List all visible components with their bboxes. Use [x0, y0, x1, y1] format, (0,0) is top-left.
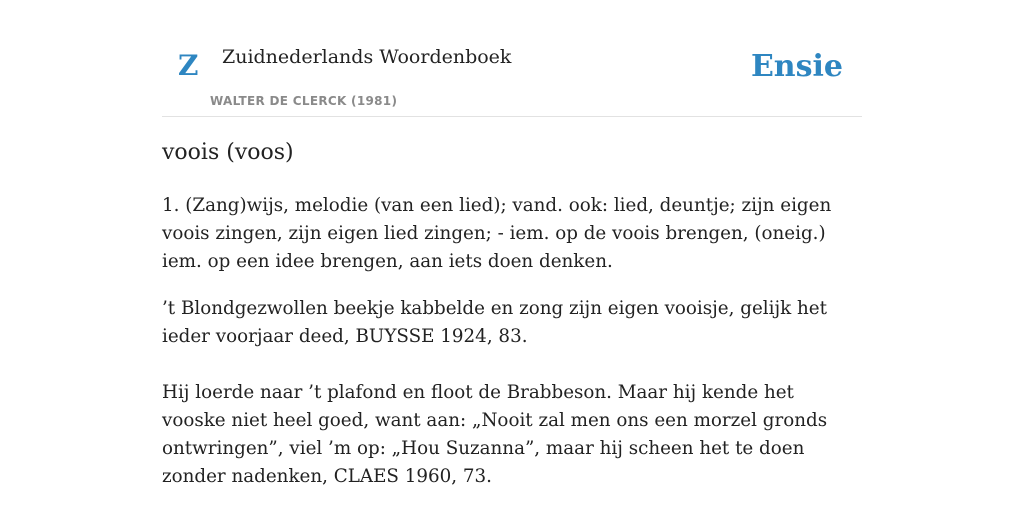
dictionary-author: WALTER DE CLERCK (1981) — [210, 94, 398, 108]
entry-quote: Hij loerde naar ’t plafond en floot de Brabbeson. Maar hij kende het vooske niet heel goed, want aan: „Nooit zal men ons een morzel gronds ontwringen”, viel ’m op: „Hou Suzanna”, maar hij scheen het te doen zonder nadenken, CLAES 1960, 73. — [162, 382, 828, 487]
entry-definition: 1. (Zang)wijs, melodie (van een lied); vand. ook: lied, deuntje; zijn eigen voois zingen, zijn eigen lied zingen; - iem. op de voois brengen, (oneig.) iem. op een idee brengen, aan iets doen denken. — [162, 195, 832, 272]
dictionary-logo-letter[interactable]: Z — [178, 49, 199, 82]
page-content — [162, 0, 862, 487]
entry-quote: ’t Blondgezwollen beekje kabbelde en zong zijn eigen vooisje, gelijk het ieder voorjaar deed, BUYSSE 1924, 83. — [162, 298, 827, 347]
dictionary-header — [162, 0, 862, 117]
dictionary-title[interactable]: Zuidnederlands Woordenboek — [222, 46, 512, 68]
entry-headword: voois (voos) — [162, 140, 294, 165]
ensie-logo-link[interactable]: Ensie — [750, 49, 843, 84]
